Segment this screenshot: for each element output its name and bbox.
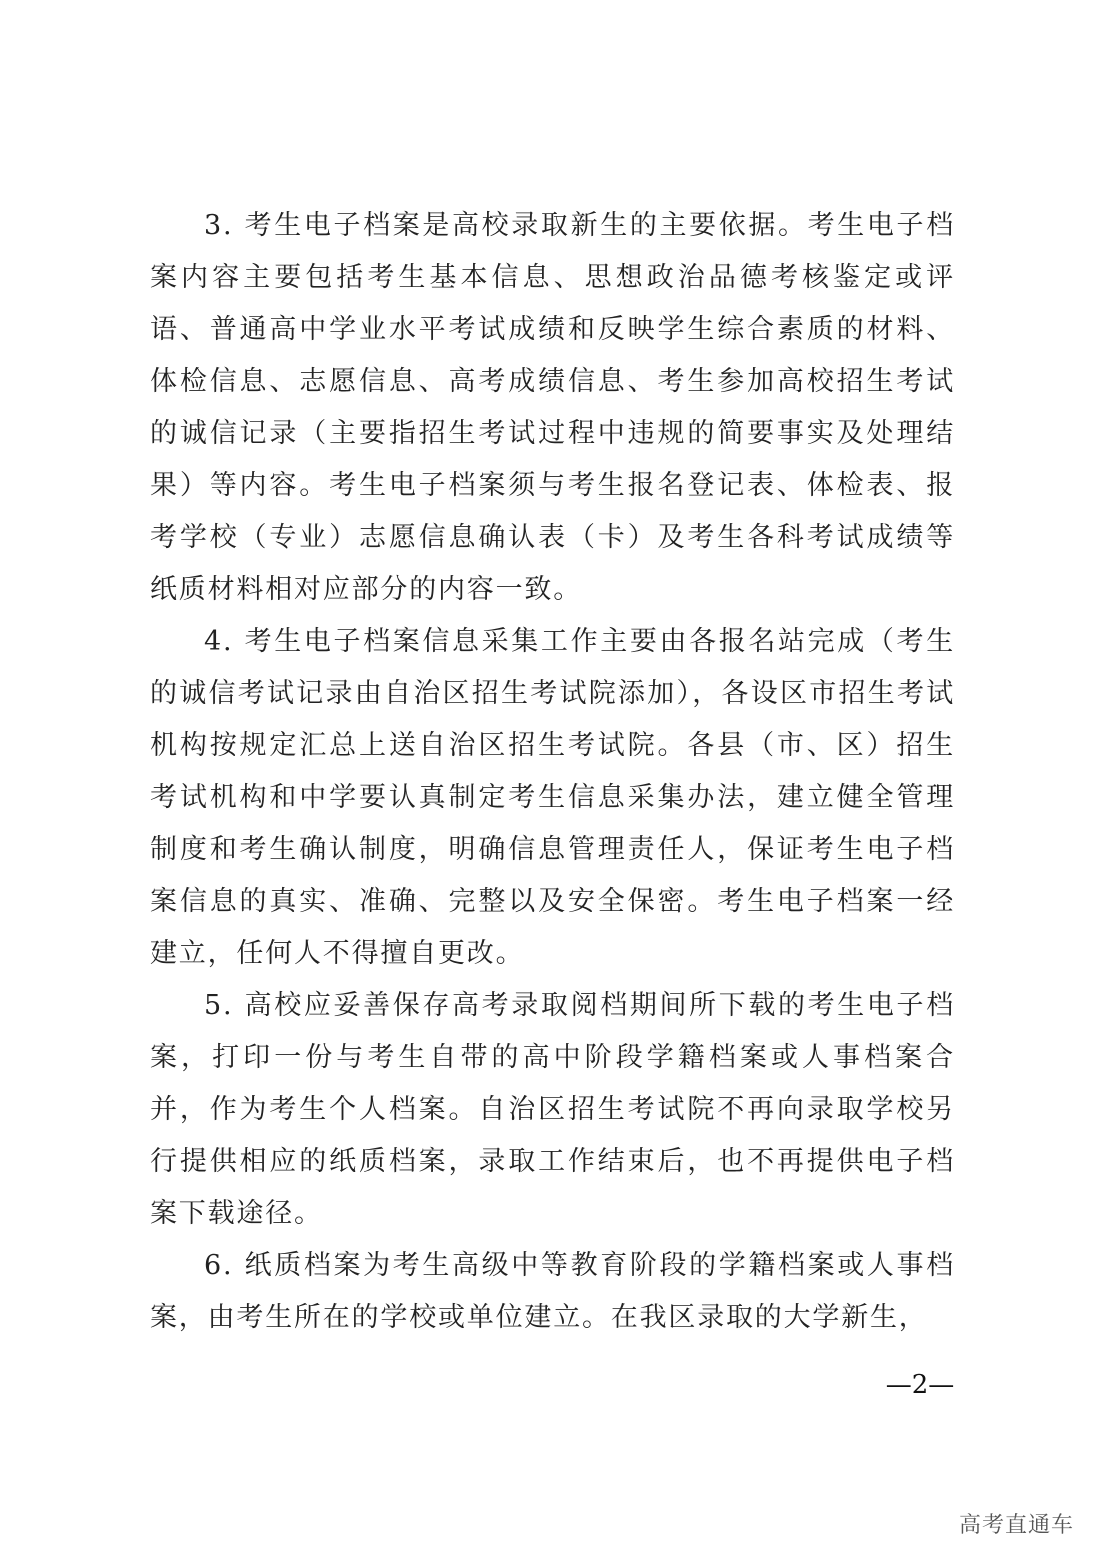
document-body [150,200,955,1344]
watermark-text: 高考直通车 [958,1513,1074,1538]
page-number: —2— [885,1370,955,1400]
paragraph-3: 3. 考生电子档案是高校录取新生的主要依据。考生电子档案内容主要包括考生基本信息、思想政治品德考核鉴定或评语、普通高中学业水平考试成绩和反映学生综合素质的材料、体检信息、志愿信息、高考成绩信息、考生参加高校招生考试的诚信记录（主要指招生考试过程中违规的简要事实及处理结果）等内容。考生电子档案须与考生报名登记表、体检表、报考学校（专业）志愿信息确认表（卡）及考生各科考试成绩等纸质材料相对应部分的内容一致。 [150,210,955,605]
paragraph-6: 6. 纸质档案为考生高级中等教育阶段的学籍档案或人事档案，由考生所在的学校或单位建立。在我区录取的大学新生， [150,1250,955,1333]
paragraph-5: 5. 高校应妥善保存高考录取阅档期间所下载的考生电子档案，打印一份与考生自带的高中阶段学籍档案或人事档案合并，作为考生个人档案。自治区招生考试院不再向录取学校另行提供相应的纸质档案，录取工作结束后，也不再提供电子档案下载途径。 [150,990,955,1229]
paragraph-4: 4. 考生电子档案信息采集工作主要由各报名站完成（考生的诚信考试记录由自治区招生考试院添加），各设区市招生考试机构按规定汇总上送自治区招生考试院。各县（市、区）招生考试机构和中学要认真制定考生信息采集办法，建立健全管理制度和考生确认制度，明确信息管理责任人，保证考生电子档案信息的真实、准确、完整以及安全保密。考生电子档案一经建立，任何人不得擅自更改。 [150,626,955,969]
